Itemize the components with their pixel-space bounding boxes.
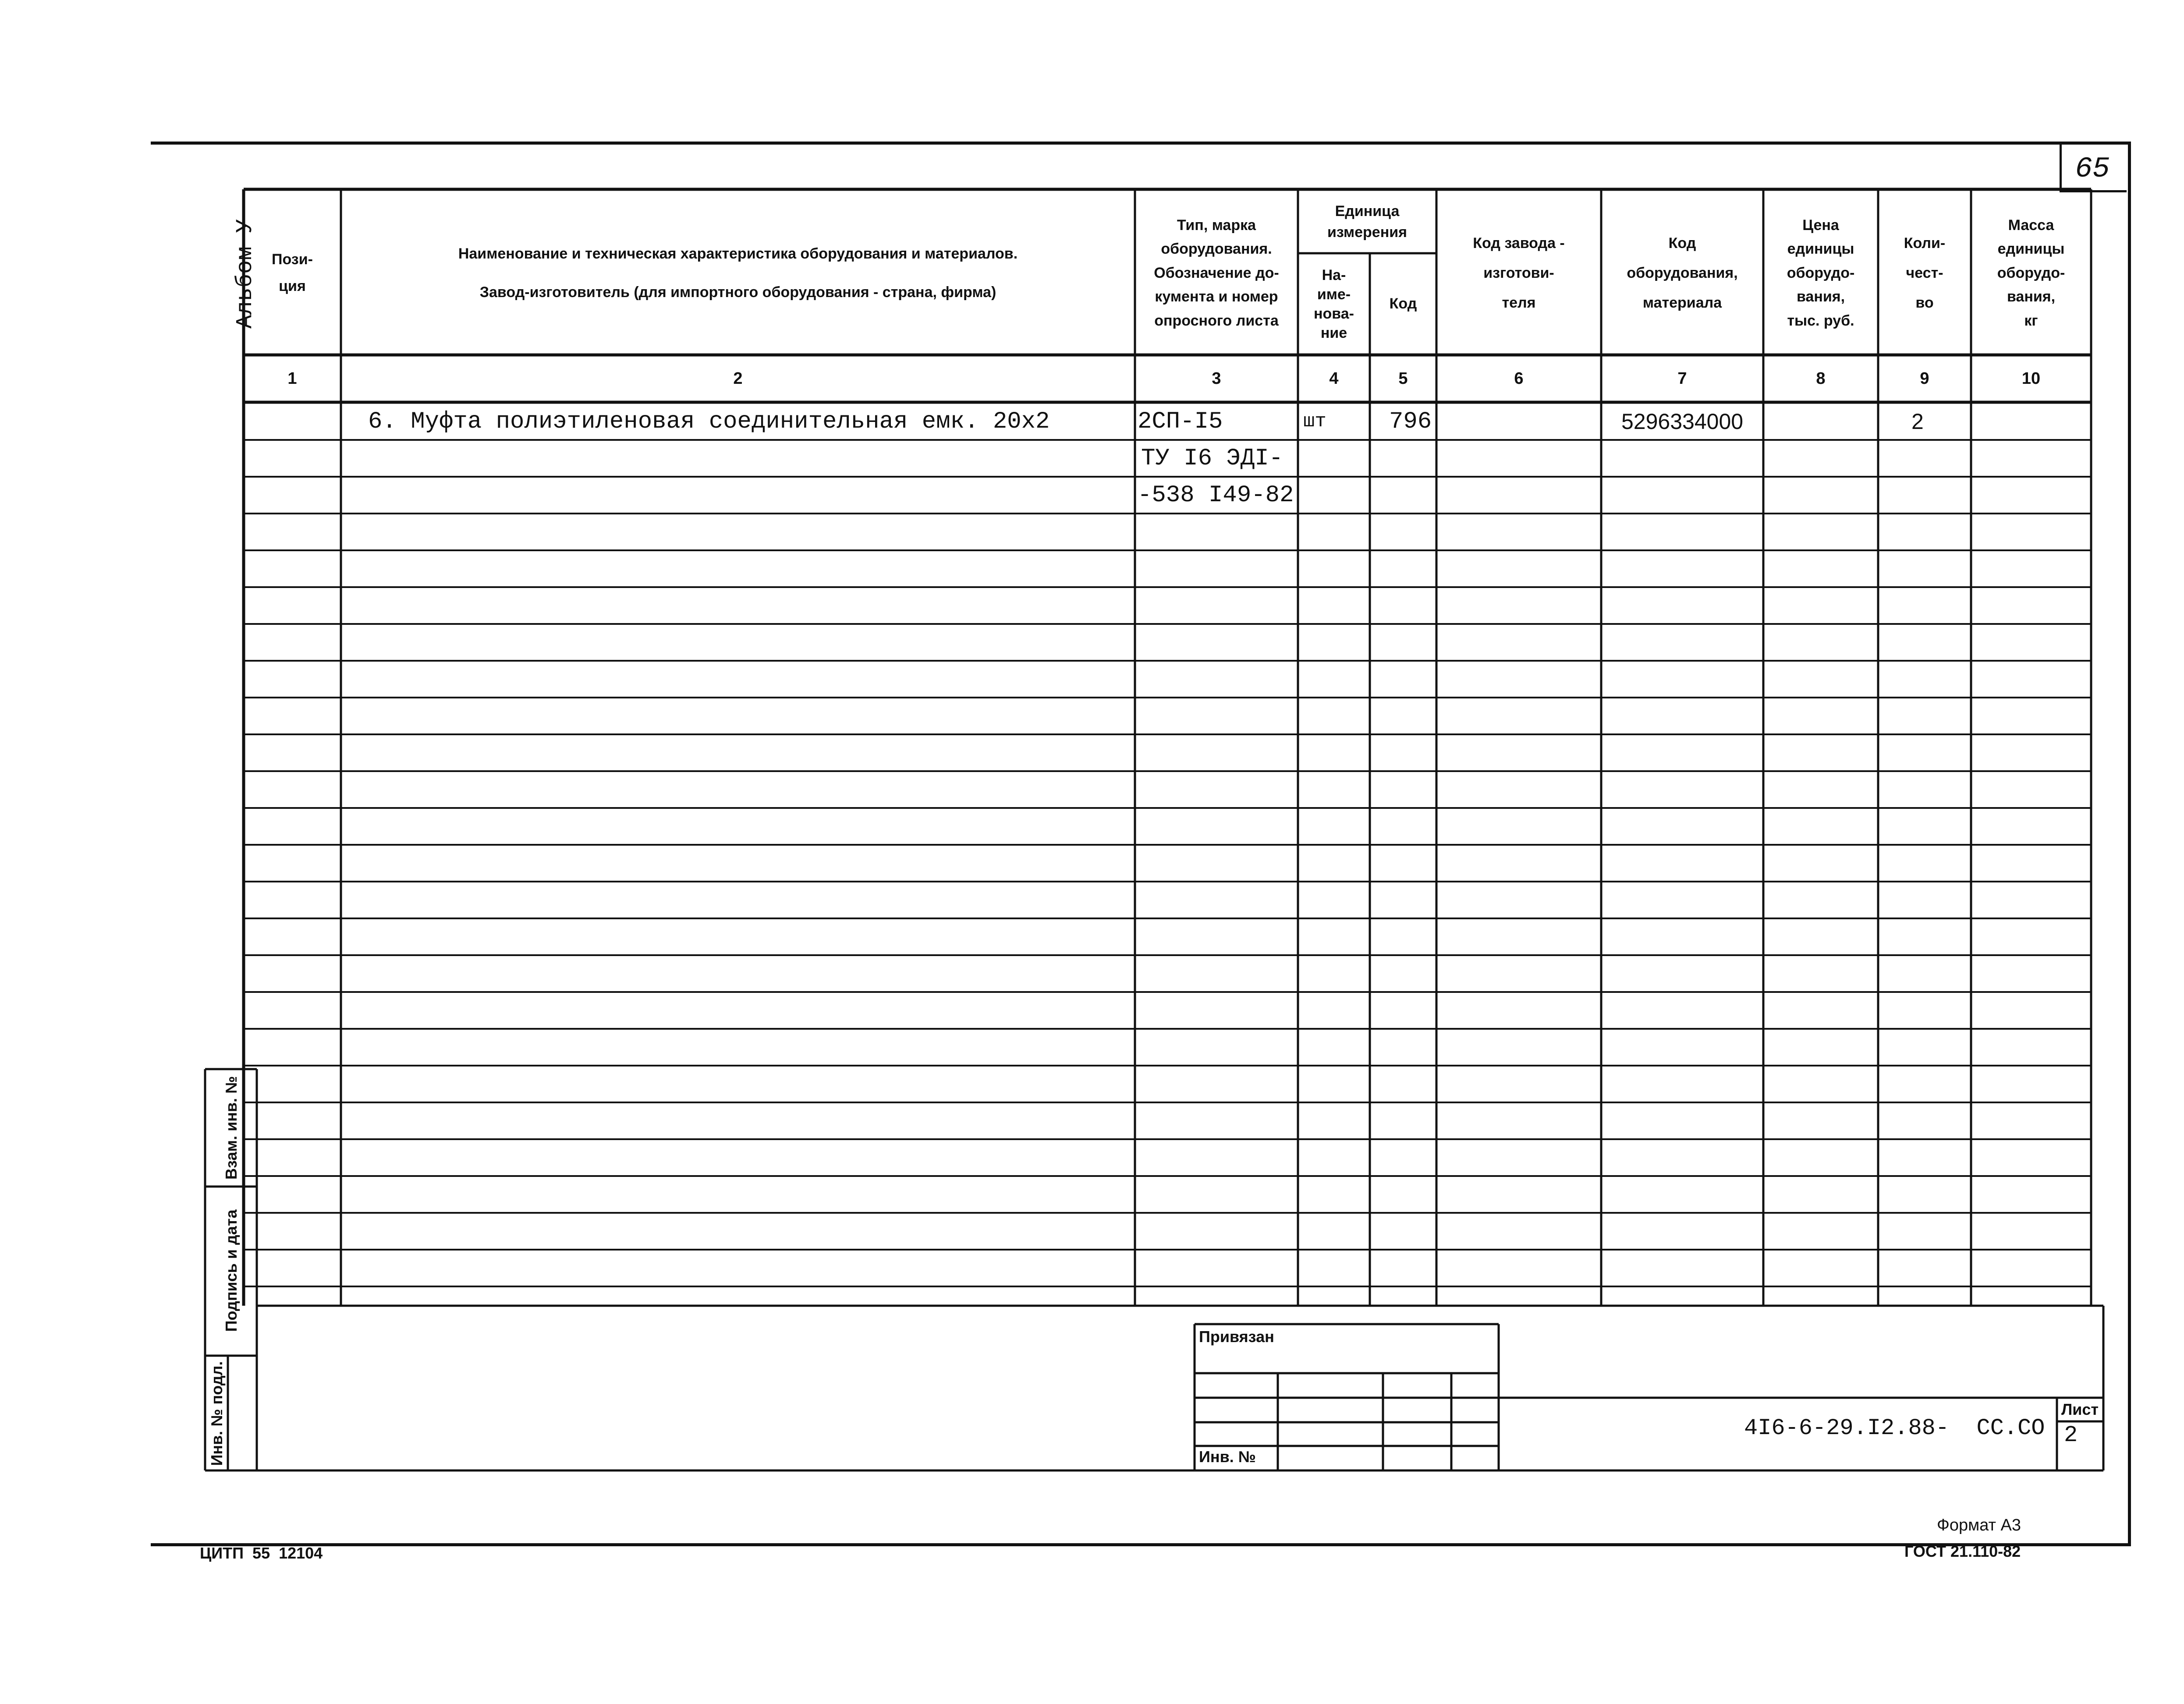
header-factory-code: Код завода - изготови- теля	[1473, 235, 1565, 311]
header-position: Пози- ция	[272, 251, 313, 294]
album-label: Альбом У	[232, 219, 258, 329]
row-name: 6. Муфта полиэтиленовая соединительная емк. 20х2	[368, 408, 1050, 435]
header-unit-group: Единица измерения	[1327, 203, 1407, 241]
row-type: 2СП-I5	[1138, 408, 1223, 435]
row-type: -538 I49-82	[1138, 482, 1294, 509]
col-num-6: 6	[1514, 369, 1524, 388]
footer-format: Формат А3	[1937, 1516, 2021, 1534]
header-price: Цена единицы оборудо- вания, тыс. руб.	[1787, 217, 1855, 329]
page-number: 65	[2075, 152, 2110, 185]
header-unit-code: Код	[1389, 295, 1417, 312]
col-num-2: 2	[733, 369, 743, 388]
col-num-5: 5	[1398, 369, 1408, 388]
document-code: 4I6-6-29.I2.88- СС.СО	[1744, 1415, 2045, 1441]
sheet-label: Лист	[2061, 1400, 2099, 1418]
col-num-1: 1	[287, 369, 297, 388]
sheet-number: 2	[2064, 1422, 2078, 1448]
col-num-10: 10	[2021, 369, 2041, 388]
row-unit-code: 796	[1389, 408, 1432, 435]
row-equipment-code: 5296334000	[1621, 409, 1744, 434]
header-type: Тип, марка оборудования. Обозначение до- кумента и номер опросного листа	[1154, 217, 1279, 329]
col-num-9: 9	[1920, 369, 1929, 388]
inv-podl-label: Инв. № подл.	[208, 1361, 226, 1466]
header-quantity: Коли- чест- во	[1904, 235, 1946, 311]
col-num-4: 4	[1329, 369, 1339, 388]
row-type: ТУ I6 ЭДI-	[1141, 445, 1283, 472]
footer-citp: ЦИТП 55 12104	[200, 1544, 323, 1562]
stamp-privyazan: Привязан	[1199, 1328, 1274, 1346]
header-mass: Масса единицы оборудо- вания, кг	[1997, 217, 2065, 329]
header-equipment-code: Код оборудования, материала	[1627, 235, 1738, 311]
col-num-8: 8	[1816, 369, 1826, 388]
col-num-3: 3	[1212, 369, 1221, 388]
row-quantity: 2	[1911, 409, 1924, 434]
header-name: Наименование и техническая характеристика оборудования и материалов. Завод-изготовитель (для импортного оборудования - страна, фирма)	[458, 245, 1018, 301]
vzam-inv-label: Взам. инв. №	[222, 1076, 240, 1180]
header-unit-name: На- име- нова- ние	[1314, 266, 1354, 342]
row-unit-name: шт	[1303, 411, 1326, 432]
footer-gost: ГОСТ 21.110-82	[1904, 1542, 2021, 1560]
stamp-inv-no: Инв. №	[1199, 1448, 1256, 1466]
col-num-7: 7	[1677, 369, 1687, 388]
podpis-data-label: Подпись и дата	[222, 1209, 240, 1332]
